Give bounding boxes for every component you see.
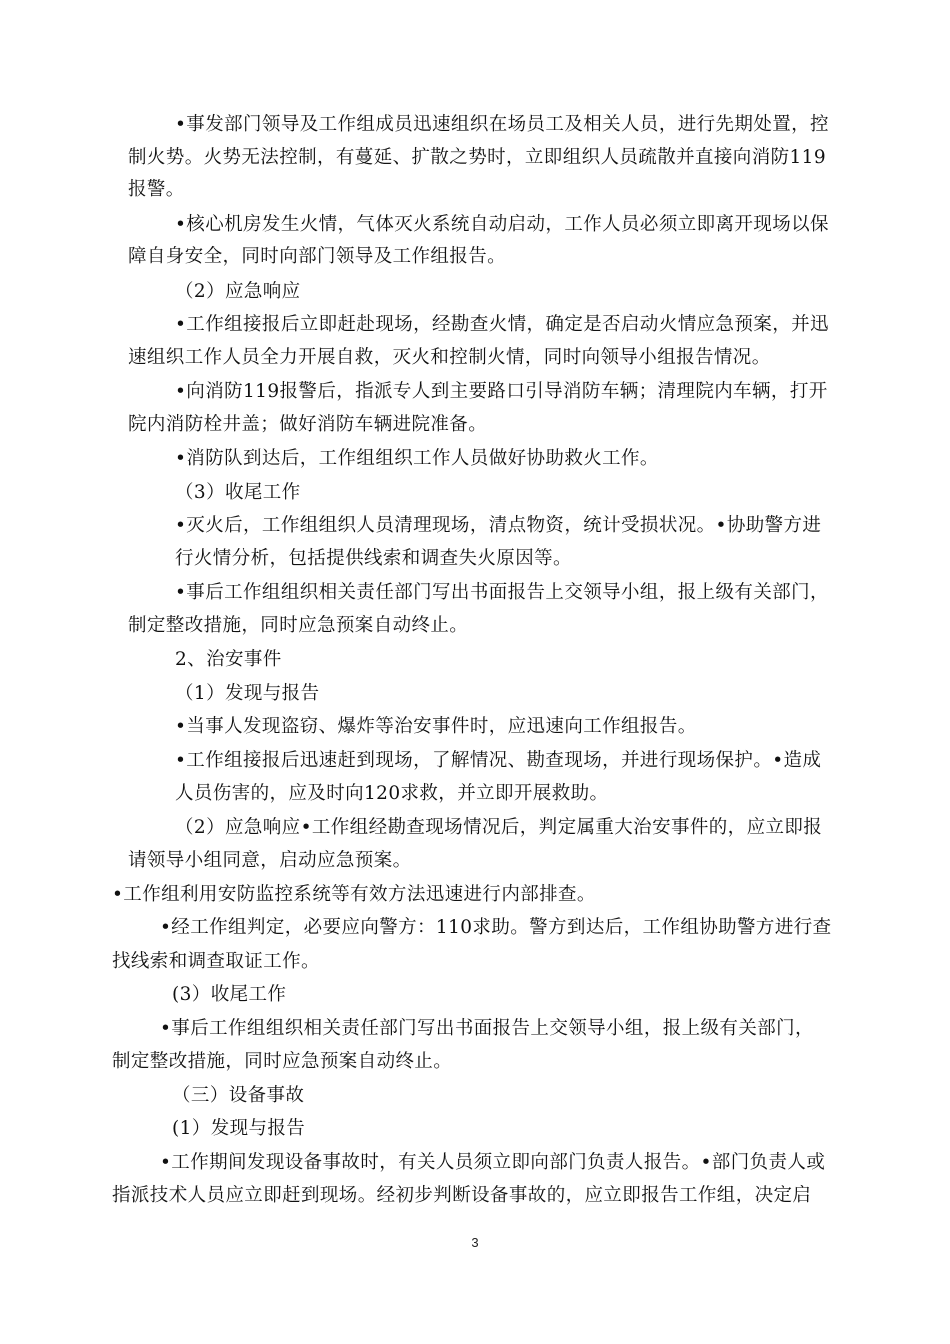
text-line: 人员伤害的，应及时向120求救，并立即开展救助。 <box>175 783 609 804</box>
text-line: •工作期间发现设备事故时，有关人员须立即向部门负责人报告。•部门负责人或 <box>160 1152 826 1173</box>
text-line: •核心机房发生火情，气体灭火系统自动启动，工作人员必须立即离开现场以保 <box>175 214 829 235</box>
text-line: •灭火后，工作组组织人员清理现场，清点物资，统计受损状况。•协助警方进 <box>175 515 822 536</box>
section-heading: 2、治安事件 <box>175 649 282 670</box>
text-line: 指派技术人员应立即赶到现场。经初步判断设备事故的，应立即报告工作组，决定启 <box>112 1185 812 1206</box>
text-line: 报警。 <box>128 179 185 200</box>
section-heading: （三）设备事故 <box>172 1085 305 1106</box>
text-line: •工作组利用安防监控系统等有效方法迅速进行内部排查。 <box>112 884 596 905</box>
section-heading: （3）收尾工作 <box>175 482 301 503</box>
text-line: •向消防119报警后，指派专人到主要路口引导消防车辆；清理院内车辆，打开 <box>175 381 828 402</box>
text-line: •事发部门领导及工作组成员迅速组织在场员工及相关人员，进行先期处置，控 <box>175 114 829 135</box>
section-heading: (1）发现与报告 <box>172 1118 306 1139</box>
text-line: 请领导小组同意，启动应急预案。 <box>128 850 412 871</box>
text-line: 速组织工作人员全力开展自救，灭火和控制火情，同时向领导小组报告情况。 <box>128 347 771 368</box>
section-heading: (3）收尾工作 <box>172 984 287 1005</box>
text-line: •事后工作组组织相关责任部门写出书面报告上交领导小组，报上级有关部门， <box>175 582 829 603</box>
text-line: •当事人发现盗窃、爆炸等治安事件时，应迅速向工作组报告。 <box>175 716 697 737</box>
text-line: •消防队到达后，工作组组织工作人员做好协助救火工作。 <box>175 448 659 469</box>
text-line: 院内消防栓井盖；做好消防车辆进院准备。 <box>128 414 488 435</box>
text-line: •事后工作组组织相关责任部门写出书面报告上交领导小组，报上级有关部门， <box>160 1018 814 1039</box>
text-line: •工作组接报后迅速赶到现场，了解情况、勘查现场，并进行现场保护。•造成 <box>175 750 822 771</box>
page-number: 3 <box>471 1235 479 1250</box>
text-line: 制火势。火势无法控制，有蔓延、扩散之势时，立即组织人员疏散并直接向消防119 <box>128 147 827 168</box>
text-line: 找线索和调查取证工作。 <box>112 951 320 972</box>
section-heading: （1）发现与报告 <box>175 683 320 704</box>
text-line: 行火情分析，包括提供线索和调查失火原因等。 <box>175 548 572 569</box>
text-line: 制定整改措施，同时应急预案自动终止。 <box>112 1051 453 1072</box>
text-line: （2）应急响应•工作组经勘查现场情况后，判定属重大治安事件的，应立即报 <box>175 817 823 838</box>
text-line: 障自身安全，同时向部门领导及工作组报告。 <box>128 246 507 267</box>
section-heading: （2）应急响应 <box>175 281 301 302</box>
text-line: •经工作组判定，必要应向警方：110求助。警方到达后，工作组协助警方进行查 <box>160 917 832 938</box>
text-line: •工作组接报后立即赶赴现场，经勘查火情，确定是否启动火情应急预案，并迅 <box>175 314 829 335</box>
text-line: 制定整改措施，同时应急预案自动终止。 <box>128 615 469 636</box>
